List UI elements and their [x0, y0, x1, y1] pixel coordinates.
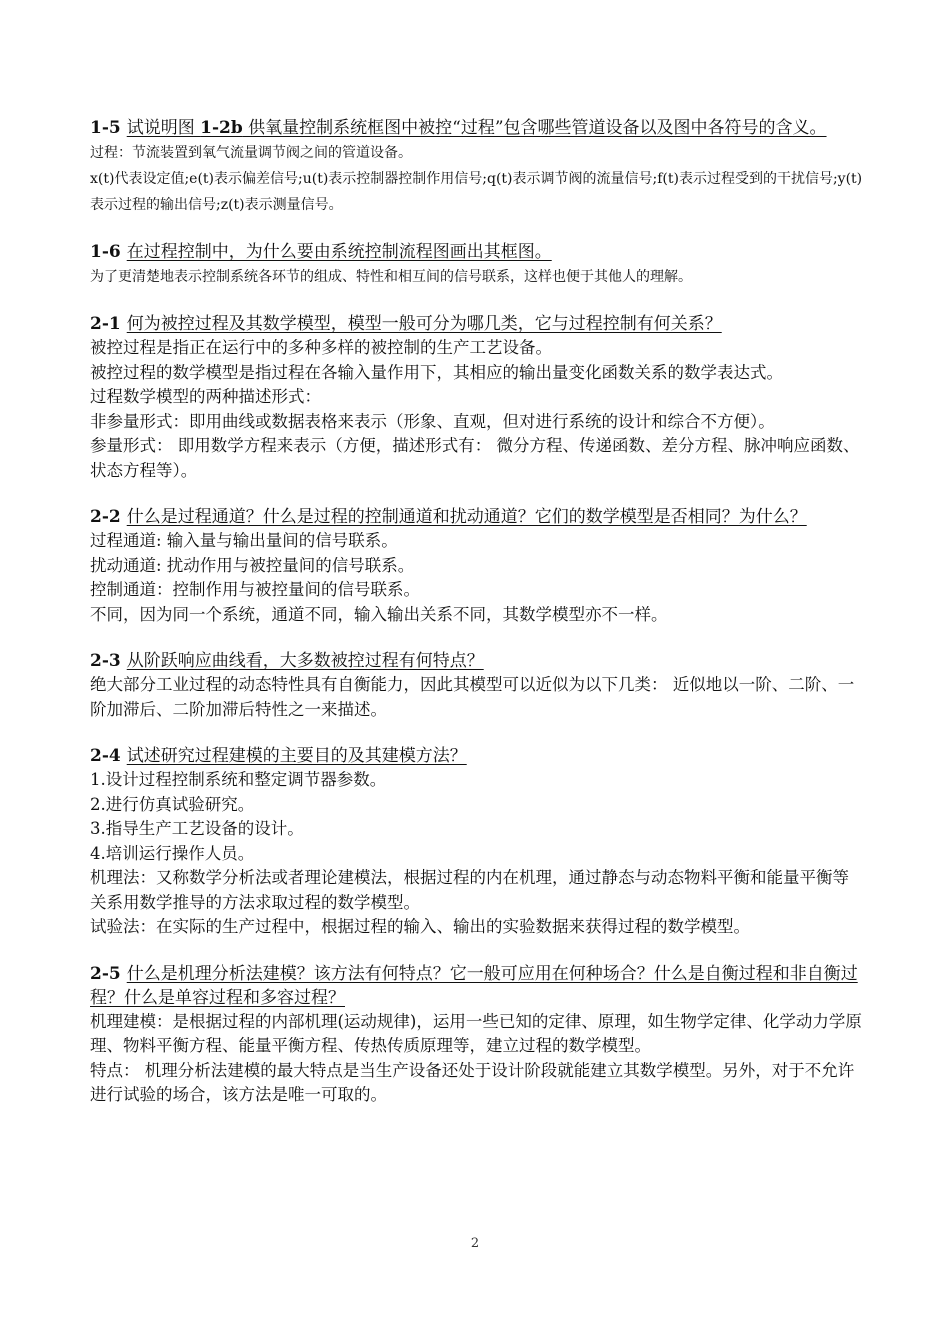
- answer-paragraph: 绝大部分工业过程的动态特性具有自衡能力，因此其模型可以近似为以下几类： 近似地以一阶、二阶、一阶加滞后、二阶加滞后特性之一来描述。: [90, 675, 855, 719]
- answer-paragraph: 为了更清楚地表示控制系统各环节的组成、特性和相互间的信号联系，这样也便于其他人的理解。: [90, 269, 692, 285]
- answer-paragraph: 控制通道：控制作用与被控量间的信号联系。: [90, 580, 420, 599]
- answer-paragraph: 被控过程是指正在运行中的多种多样的被控制的生产工艺设备。: [90, 338, 552, 357]
- section-2-2: [90, 505, 865, 627]
- question-text: 什么是过程通道？什么是过程的控制通道和扰动通道？它们的数学模型是否相同？为什么？: [126, 507, 807, 527]
- question-number: 1-6: [90, 242, 121, 262]
- answer-paragraph: 过程：节流装置到氧气流量调节阀之间的管道设备。: [90, 145, 412, 161]
- question-number: 2-1: [90, 314, 121, 334]
- question-number: 2-5: [90, 963, 121, 984]
- question-heading: [90, 505, 865, 529]
- question-heading: [90, 116, 865, 140]
- question-heading: [90, 312, 865, 336]
- question-text: 从阶跃响应曲线看，大多数被控过程有何特点？: [126, 651, 484, 671]
- answer-paragraph: 非参量形式：即用曲线或数据表格来表示（形象、直观，但对进行系统的设计和综合不方便）。: [90, 411, 775, 431]
- question-text: 在过程控制中，为什么要由系统控制流程图画出其框图。: [126, 242, 552, 262]
- answer-paragraph: x(t)代表设定值;e(t)表示偏差信号;u(t)表示控制器控制作用信号;q(t)表示调节阀的流量信号;f(t)表示过程受到的干扰信号;y(t)表示过程的输出信号;z(t)表示测量信号。: [90, 171, 863, 213]
- answer-paragraph: 1.设计过程控制系统和整定调节器参数。: [90, 770, 387, 789]
- section-1-6: [90, 240, 865, 290]
- question-heading: [90, 240, 865, 264]
- section-2-4: [90, 744, 865, 940]
- answer-paragraph: 4.培训运行操作人员。: [90, 843, 255, 863]
- answer-paragraph: 2.进行仿真试验研究。: [90, 794, 255, 814]
- section-2-3: [90, 649, 865, 722]
- answer-paragraph: 被控过程的数学模型是指过程在各输入量作用下，其相应的输出量变化函数关系的数学表达式。: [90, 362, 783, 382]
- page-number: 2: [470, 1236, 480, 1251]
- answer-paragraph: 机理建模：是根据过程的内部机理(运动规律)，运用一些已知的定律、原理，如生物学定律、化学动力学原理、物料平衡方程、能量平衡方程、传热传质原理等，建立过程的数学模型。: [90, 1011, 862, 1055]
- question-number: 2-3: [90, 651, 121, 671]
- answer-paragraph: 3.指导生产工艺设备的设计。: [90, 819, 304, 838]
- document-page: [90, 116, 865, 1130]
- question-number: 1-5: [90, 118, 121, 138]
- question-heading: [90, 649, 865, 673]
- question-number: 2-2: [90, 507, 121, 527]
- question-text: 试说明图 1-2b 供氧量控制系统框图中被控“过程”包含哪些管道设备以及图中各符号的含义。: [126, 118, 827, 138]
- answer-paragraph: 试验法：在实际的生产过程中，根据过程的输入、输出的实验数据来获得过程的数学模型。: [90, 917, 750, 936]
- question-text: 何为被控过程及其数学模型，模型一般可分为哪几类，它与过程控制有何关系？: [126, 314, 722, 334]
- question-text: 试述研究过程建模的主要目的及其建模方法？: [126, 746, 467, 766]
- answer-paragraph: 特点： 机理分析法建模的最大特点是当生产设备还处于设计阶段就能建立其数学模型。另外，对于不允许进行试验的场合，该方法是唯一可取的。: [90, 1060, 855, 1104]
- section-1-5: [90, 116, 865, 218]
- question-heading: [90, 744, 865, 768]
- question-number: 2-4: [90, 746, 121, 766]
- answer-paragraph: 过程通道: 输入量与输出量间的信号联系。: [90, 531, 398, 550]
- answer-paragraph: 不同，因为同一个系统，通道不同，输入输出关系不同，其数学模型亦不一样。: [90, 604, 668, 624]
- answer-paragraph: 扰动通道: 扰动作用与被控量间的信号联系。: [90, 555, 415, 575]
- answer-paragraph: 机理法：又称数学分析法或者理论建模法，根据过程的内在机理，通过静态与动态物料平衡和能量平衡等关系用数学推导的方法求取过程的数学模型。: [90, 868, 849, 912]
- question-heading: [90, 962, 865, 1010]
- question-text: 什么是机理分析法建模？该方法有何特点？它一般可应用在何种场合？什么是自衡过程和非自衡过程？什么是单容过程和多容过程？: [90, 963, 858, 1008]
- answer-paragraph: 参量形式： 即用数学方程来表示（方便，描述形式有： 微分方程、传递函数、差分方程、脉冲响应函数、状态方程等）。: [90, 436, 860, 480]
- answer-paragraph: 过程数学模型的两种描述形式：: [90, 387, 321, 406]
- section-2-5: [90, 962, 865, 1108]
- section-2-1: [90, 312, 865, 483]
